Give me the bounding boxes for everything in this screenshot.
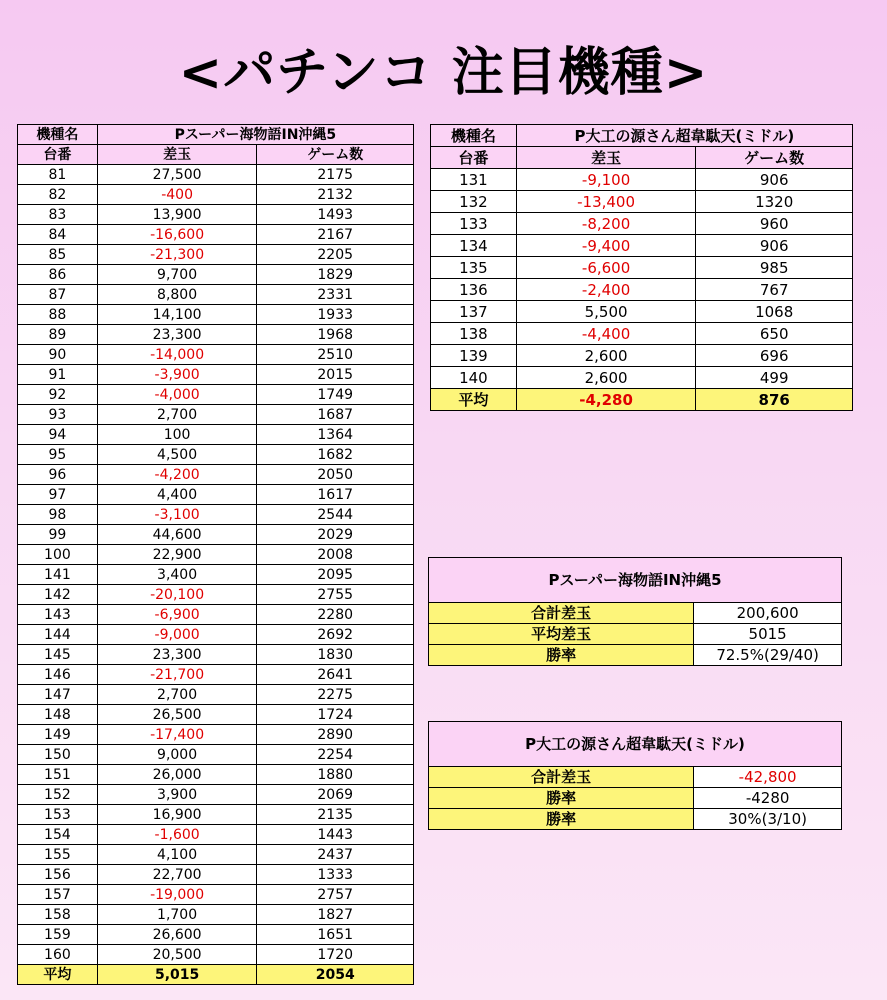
games-value: 2175: [257, 165, 414, 185]
games-value: 906: [696, 169, 853, 191]
diff-value: -21,700: [97, 665, 257, 685]
summary-value: 30%(3/10): [694, 809, 842, 830]
diff-value: -14,000: [97, 345, 257, 365]
model-row: [431, 125, 853, 147]
unit-number: 91: [18, 365, 98, 385]
summary-row: [429, 645, 842, 666]
table-row: [18, 645, 414, 665]
unit-number: 90: [18, 345, 98, 365]
table-row: [18, 785, 414, 805]
unit-number: 100: [18, 545, 98, 565]
table-row: [18, 665, 414, 685]
games-value: 2132: [257, 185, 414, 205]
summary-row: [429, 767, 842, 788]
model-label: 機種名: [431, 125, 517, 147]
page-title: <パチンコ 注目機種>: [178, 43, 709, 103]
summary-row: [429, 624, 842, 645]
diff-value: 20,500: [97, 945, 257, 965]
unit-number: 151: [18, 765, 98, 785]
games-value: 2280: [257, 605, 414, 625]
games-value: 2095: [257, 565, 414, 585]
diff-value: 27,500: [97, 165, 257, 185]
summary-label: 合計差玉: [429, 767, 694, 788]
unit-number: 97: [18, 485, 98, 505]
diff-value: 100: [97, 425, 257, 445]
games-value: 2050: [257, 465, 414, 485]
table-row: [18, 585, 414, 605]
games-value: 499: [696, 367, 853, 389]
table-row: [431, 169, 853, 191]
summary-label: 平均差玉: [429, 624, 694, 645]
table-row: [18, 265, 414, 285]
average-row: [431, 389, 853, 411]
diff-value: 22,700: [97, 865, 257, 885]
games-value: 985: [696, 257, 853, 279]
table-row: [18, 885, 414, 905]
unit-number: 136: [431, 279, 517, 301]
diff-value: 4,100: [97, 845, 257, 865]
summary-value: 72.5%(29/40): [694, 645, 842, 666]
table-row: [18, 865, 414, 885]
diff-value: 23,300: [97, 645, 257, 665]
unit-number: 145: [18, 645, 98, 665]
diff-value: 9,000: [97, 745, 257, 765]
table-row: [431, 257, 853, 279]
unit-number: 96: [18, 465, 98, 485]
table-row: [18, 365, 414, 385]
summary-title-row: [429, 558, 842, 603]
table-row: [431, 345, 853, 367]
col-games: ゲーム数: [257, 145, 414, 165]
games-value: 1364: [257, 425, 414, 445]
diff-value: -3,900: [97, 365, 257, 385]
diff-value: 2,700: [97, 405, 257, 425]
diff-value: 1,700: [97, 905, 257, 925]
table-row: [18, 565, 414, 585]
table-row: [431, 235, 853, 257]
games-value: 1724: [257, 705, 414, 725]
unit-number: 81: [18, 165, 98, 185]
games-value: 2008: [257, 545, 414, 565]
summary-row: [429, 809, 842, 830]
summary-row: [429, 603, 842, 624]
games-value: 2510: [257, 345, 414, 365]
games-value: 650: [696, 323, 853, 345]
diff-value: -21,300: [97, 245, 257, 265]
unit-number: 89: [18, 325, 98, 345]
games-value: 1880: [257, 765, 414, 785]
diff-value: 4,400: [97, 485, 257, 505]
summary-value: 5015: [694, 624, 842, 645]
unit-number: 94: [18, 425, 98, 445]
games-value: 1682: [257, 445, 414, 465]
games-value: 1749: [257, 385, 414, 405]
games-value: 1968: [257, 325, 414, 345]
unit-number: 131: [431, 169, 517, 191]
games-value: 2069: [257, 785, 414, 805]
table-row: [18, 845, 414, 865]
table-row: [18, 165, 414, 185]
col-diff: 差玉: [97, 145, 257, 165]
average-games: 876: [696, 389, 853, 411]
unit-number: 140: [431, 367, 517, 389]
games-value: 2544: [257, 505, 414, 525]
games-value: 906: [696, 235, 853, 257]
unit-number: 137: [431, 301, 517, 323]
games-value: 1829: [257, 265, 414, 285]
diff-value: -1,600: [97, 825, 257, 845]
average-row: [18, 965, 414, 985]
games-value: 2015: [257, 365, 414, 385]
col-unit: 台番: [18, 145, 98, 165]
unit-number: 143: [18, 605, 98, 625]
unit-number: 93: [18, 405, 98, 425]
summary-title: P大工の源さん超韋駄天(ミドル): [429, 722, 842, 767]
diff-value: 4,500: [97, 445, 257, 465]
diff-value: -3,100: [97, 505, 257, 525]
games-value: 1687: [257, 405, 414, 425]
games-value: 1827: [257, 905, 414, 925]
average-label: 平均: [18, 965, 98, 985]
model-name: Pスーパー海物語IN沖縄5: [97, 125, 413, 145]
summary-value: -4280: [694, 788, 842, 809]
unit-number: 141: [18, 565, 98, 585]
table-row: [18, 825, 414, 845]
unit-number: 160: [18, 945, 98, 965]
table-row: [18, 285, 414, 305]
unit-number: 139: [431, 345, 517, 367]
table-row: [18, 605, 414, 625]
games-value: 2029: [257, 525, 414, 545]
unit-number: 88: [18, 305, 98, 325]
table-row: [18, 905, 414, 925]
table-row: [431, 367, 853, 389]
diff-value: -13,400: [516, 191, 696, 213]
table-row: [18, 445, 414, 465]
unit-number: 156: [18, 865, 98, 885]
model-name: P大工の源さん超韋駄天(ミドル): [516, 125, 852, 147]
unit-number: 98: [18, 505, 98, 525]
unit-number: 87: [18, 285, 98, 305]
unit-number: 84: [18, 225, 98, 245]
summary-label: 勝率: [429, 809, 694, 830]
table-row: [431, 191, 853, 213]
unit-number: 148: [18, 705, 98, 725]
table-row: [18, 725, 414, 745]
unit-number: 82: [18, 185, 98, 205]
table-row: [18, 325, 414, 345]
unit-number: 146: [18, 665, 98, 685]
unit-number: 134: [431, 235, 517, 257]
diff-value: 26,000: [97, 765, 257, 785]
diff-value: 26,600: [97, 925, 257, 945]
table-row: [431, 323, 853, 345]
games-value: 1068: [696, 301, 853, 323]
col-diff: 差玉: [516, 147, 696, 169]
unit-number: 135: [431, 257, 517, 279]
table-row: [431, 301, 853, 323]
diff-value: 22,900: [97, 545, 257, 565]
diff-value: -9,100: [516, 169, 696, 191]
right-machine-table: [430, 124, 853, 411]
unit-number: 86: [18, 265, 98, 285]
unit-number: 147: [18, 685, 98, 705]
column-header-row: [18, 145, 414, 165]
table-row: [18, 545, 414, 565]
diff-value: -8,200: [516, 213, 696, 235]
table-row: [18, 425, 414, 445]
average-diff: 5,015: [97, 965, 257, 985]
games-value: 2254: [257, 745, 414, 765]
diff-value: 2,700: [97, 685, 257, 705]
average-diff: -4,280: [516, 389, 696, 411]
left-machine-table: [17, 124, 414, 985]
diff-value: -6,900: [97, 605, 257, 625]
table-row: [18, 625, 414, 645]
table-row: [18, 405, 414, 425]
games-value: 767: [696, 279, 853, 301]
unit-number: 83: [18, 205, 98, 225]
table-row: [18, 945, 414, 965]
games-value: 2331: [257, 285, 414, 305]
unit-number: 150: [18, 745, 98, 765]
games-value: 2167: [257, 225, 414, 245]
diff-value: 44,600: [97, 525, 257, 545]
model-label: 機種名: [18, 125, 98, 145]
table-row: [18, 925, 414, 945]
games-value: 2275: [257, 685, 414, 705]
games-value: 1443: [257, 825, 414, 845]
unit-number: 159: [18, 925, 98, 945]
diff-value: -4,200: [97, 465, 257, 485]
games-value: 1651: [257, 925, 414, 945]
average-label: 平均: [431, 389, 517, 411]
unit-number: 92: [18, 385, 98, 405]
unit-number: 155: [18, 845, 98, 865]
table-row: [18, 685, 414, 705]
diff-value: 14,100: [97, 305, 257, 325]
games-value: 696: [696, 345, 853, 367]
table-row: [18, 485, 414, 505]
unit-number: 132: [431, 191, 517, 213]
diff-value: 13,900: [97, 205, 257, 225]
table-row: [431, 279, 853, 301]
games-value: 2641: [257, 665, 414, 685]
table-row: [18, 385, 414, 405]
diff-value: 26,500: [97, 705, 257, 725]
diff-value: -4,000: [97, 385, 257, 405]
unit-number: 142: [18, 585, 98, 605]
diff-value: -9,000: [97, 625, 257, 645]
unit-number: 99: [18, 525, 98, 545]
table-row: [18, 245, 414, 265]
games-value: 2755: [257, 585, 414, 605]
summary-label: 合計差玉: [429, 603, 694, 624]
table-row: [18, 205, 414, 225]
summary-title-row: [429, 722, 842, 767]
table-row: [18, 705, 414, 725]
unit-number: 138: [431, 323, 517, 345]
table-row: [18, 765, 414, 785]
games-value: 2692: [257, 625, 414, 645]
table-row: [18, 505, 414, 525]
unit-number: 154: [18, 825, 98, 845]
unit-number: 144: [18, 625, 98, 645]
games-value: 1333: [257, 865, 414, 885]
unit-number: 133: [431, 213, 517, 235]
games-value: 2757: [257, 885, 414, 905]
diff-value: 3,400: [97, 565, 257, 585]
unit-number: 158: [18, 905, 98, 925]
unit-number: 152: [18, 785, 98, 805]
diff-value: -19,000: [97, 885, 257, 905]
column-header-row: [431, 147, 853, 169]
table-row: [18, 525, 414, 545]
games-value: 2205: [257, 245, 414, 265]
model-row: [18, 125, 414, 145]
unit-number: 149: [18, 725, 98, 745]
diff-value: 8,800: [97, 285, 257, 305]
unit-number: 153: [18, 805, 98, 825]
table-row: [18, 805, 414, 825]
games-value: 2890: [257, 725, 414, 745]
diff-value: -17,400: [97, 725, 257, 745]
table-row: [431, 213, 853, 235]
table-row: [18, 185, 414, 205]
table-row: [18, 305, 414, 325]
unit-number: 157: [18, 885, 98, 905]
unit-number: 95: [18, 445, 98, 465]
summary-value: 200,600: [694, 603, 842, 624]
table-row: [18, 225, 414, 245]
summary-table-gensan: [428, 721, 842, 830]
diff-value: 9,700: [97, 265, 257, 285]
games-value: 960: [696, 213, 853, 235]
games-value: 2135: [257, 805, 414, 825]
summary-label: 勝率: [429, 788, 694, 809]
games-value: 2437: [257, 845, 414, 865]
diff-value: -20,100: [97, 585, 257, 605]
diff-value: 3,900: [97, 785, 257, 805]
summary-value: -42,800: [694, 767, 842, 788]
summary-row: [429, 788, 842, 809]
diff-value: 23,300: [97, 325, 257, 345]
diff-value: -9,400: [516, 235, 696, 257]
table-row: [18, 465, 414, 485]
summary-title: Pスーパー海物語IN沖縄5: [429, 558, 842, 603]
diff-value: 5,500: [516, 301, 696, 323]
average-games: 2054: [257, 965, 414, 985]
table-row: [18, 745, 414, 765]
diff-value: -4,400: [516, 323, 696, 345]
table-row: [18, 345, 414, 365]
games-value: 1493: [257, 205, 414, 225]
diff-value: -6,600: [516, 257, 696, 279]
diff-value: 2,600: [516, 345, 696, 367]
games-value: 1320: [696, 191, 853, 213]
games-value: 1933: [257, 305, 414, 325]
col-unit: 台番: [431, 147, 517, 169]
games-value: 1720: [257, 945, 414, 965]
col-games: ゲーム数: [696, 147, 853, 169]
diff-value: -16,600: [97, 225, 257, 245]
diff-value: 16,900: [97, 805, 257, 825]
games-value: 1830: [257, 645, 414, 665]
summary-label: 勝率: [429, 645, 694, 666]
summary-table-umi: [428, 557, 842, 666]
diff-value: 2,600: [516, 367, 696, 389]
games-value: 1617: [257, 485, 414, 505]
unit-number: 85: [18, 245, 98, 265]
diff-value: -2,400: [516, 279, 696, 301]
diff-value: -400: [97, 185, 257, 205]
